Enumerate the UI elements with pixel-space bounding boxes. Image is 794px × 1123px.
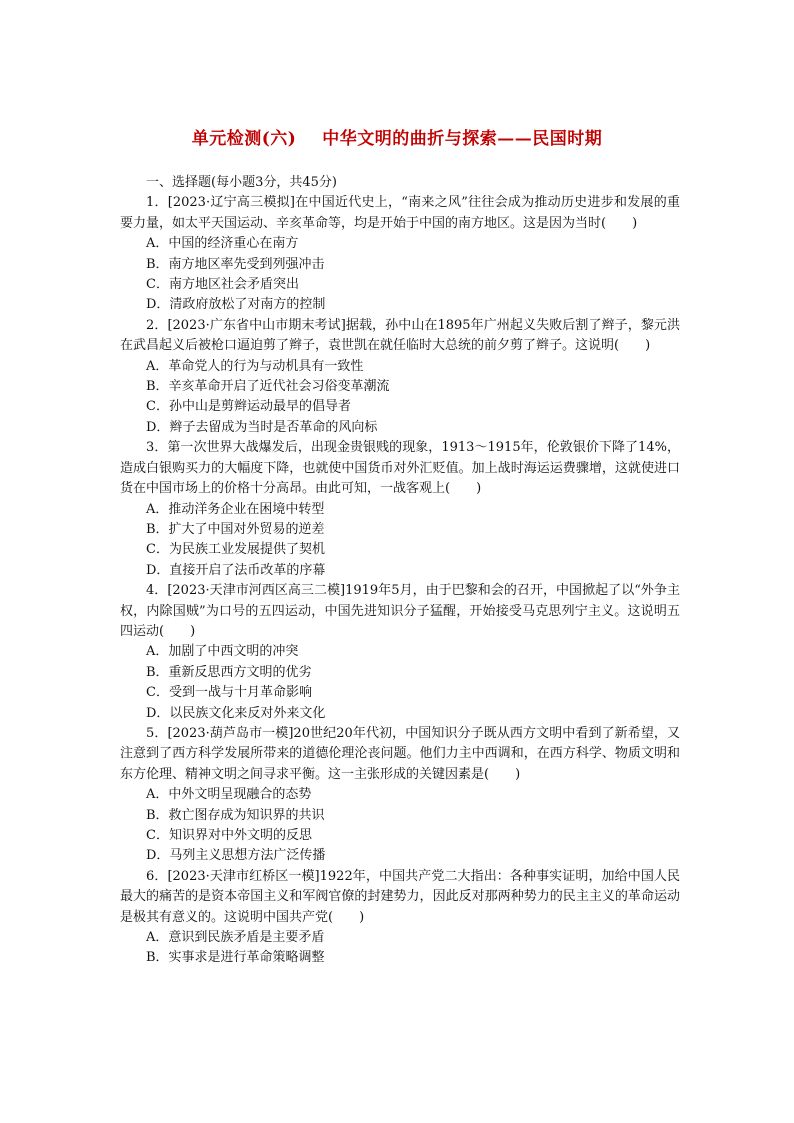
answer-option-b: B．救亡图存成为知识界的共识 [146, 807, 325, 823]
answer-option-a: A．意识到民族矛盾是主要矛盾 [146, 930, 325, 946]
answer-option-d: D．辫子去留成为当时是否革命的风向标 [146, 419, 378, 435]
answer-option-a: A．加剧了中西文明的冲突 [146, 644, 299, 660]
answer-option-a: A．推动洋务企业在困境中转型 [146, 501, 325, 517]
question-5 [120, 724, 680, 867]
exam-content [120, 173, 680, 969]
question-list [120, 193, 680, 968]
answer-option-c: C．南方地区社会矛盾突出 [146, 277, 299, 293]
question-stem: 4．[2023·天津市河西区高三二模]1919年5月，由于巴黎和会的召开，中国掀起了以“外争主权，内除国贼”为口号的五四运动，中国先进知识分子猛醒，开始接受马克思列宁主义。这说明五四运动( ) [120, 583, 680, 639]
question-stem: 6．[2023·天津市红桥区一模]1922年，中国共产党二大指出：各种事实证明，加给中国人民最大的痛苦的是资本帝国主义和军阀官僚的封建势力，因此反对那两种势力的民主主义的革命运动是极其有意义的。这说明中国共产党( ) [120, 868, 680, 925]
question-4 [120, 581, 680, 724]
question-stem: 2．[2023·广东省中山市期末考试]据载，孙中山在1895年广州起义失败后割了辫子，黎元洪在武昌起义后被枪口逼迫剪了辫子，袁世凯在就任临时大总统的前夕剪了辫子。这说明( ) [120, 317, 680, 354]
answer-option-d: D．以民族文化来反对外来文化 [146, 705, 326, 721]
answer-option-b: B．实事求是进行革命策略调整 [146, 950, 325, 966]
question-2 [120, 316, 680, 438]
question-stem: 1．[2023·辽宁高三模拟]在中国近代史上，“南来之风”往往会成为推动历史进步和发展的重要力量，如太平天国运动、辛亥革命等，均是开始于中国的南方地区。这是因为当时( ) [120, 195, 680, 231]
answer-option-c: C．知识界对中外文明的反思 [146, 828, 312, 843]
answer-option-b: B．南方地区率先受到列强冲击 [146, 256, 325, 272]
answer-option-d: D．马列主义思想方法广泛传播 [146, 848, 326, 864]
answer-option-a: A．中外文明呈现融合的态势 [146, 787, 312, 803]
page-title [0, 124, 794, 149]
question-6 [120, 867, 680, 969]
answer-option-d: D．清政府放松了对南方的控制 [146, 297, 326, 313]
answer-option-c: C．受到一战与十月革命影响 [146, 685, 312, 701]
answer-option-b: B．辛亥革命开启了近代社会习俗变革潮流 [146, 379, 390, 395]
answer-option-b: B．扩大了中国对外贸易的逆差 [146, 521, 325, 537]
answer-option-a: A．中国的经济重心在南方 [146, 236, 299, 252]
title-topic: 中华文明的曲折与探索——民国时期 [322, 129, 603, 149]
answer-option-d: D．直接开启了法币改革的序幕 [146, 562, 326, 578]
question-stem: 5．[2023·葫芦岛市一模]20世纪20年代初，中国知识分子既从西方文明中看到了新希望，又注意到了西方科学发展所带来的道德伦理沦丧问题。他们力主中西调和，在西方科学、物质文明和东方伦理、精神文明之间寻求平衡。这一主张形成的关键因素是( ) [120, 725, 680, 782]
question-stem: 3．第一次世界大战爆发后，出现金贵银贱的现象，1913～1915年，伦敦银价下降了14%，造成白银购买力的大幅度下降，也就使中国货币对外汇贬值。加上战时海运运费骤增，这就使进口货在中国市场上的价格十分高昂。由此可知，一战客观上( ) [120, 440, 680, 497]
section-heading: 一、选择题(每小题3分，共45分) [146, 175, 337, 190]
answer-option-c: C．孙中山是剪辫运动最早的倡导者 [146, 399, 351, 415]
answer-option-c: C．为民族工业发展提供了契机 [146, 542, 325, 558]
question-3 [120, 438, 680, 581]
question-1 [120, 193, 680, 315]
answer-option-a: A．革命党人的行为与动机具有一致性 [146, 358, 364, 374]
title-unit-label: 单元检测(六) [191, 129, 297, 149]
answer-option-b: B．重新反思西方文明的优劣 [146, 664, 312, 680]
